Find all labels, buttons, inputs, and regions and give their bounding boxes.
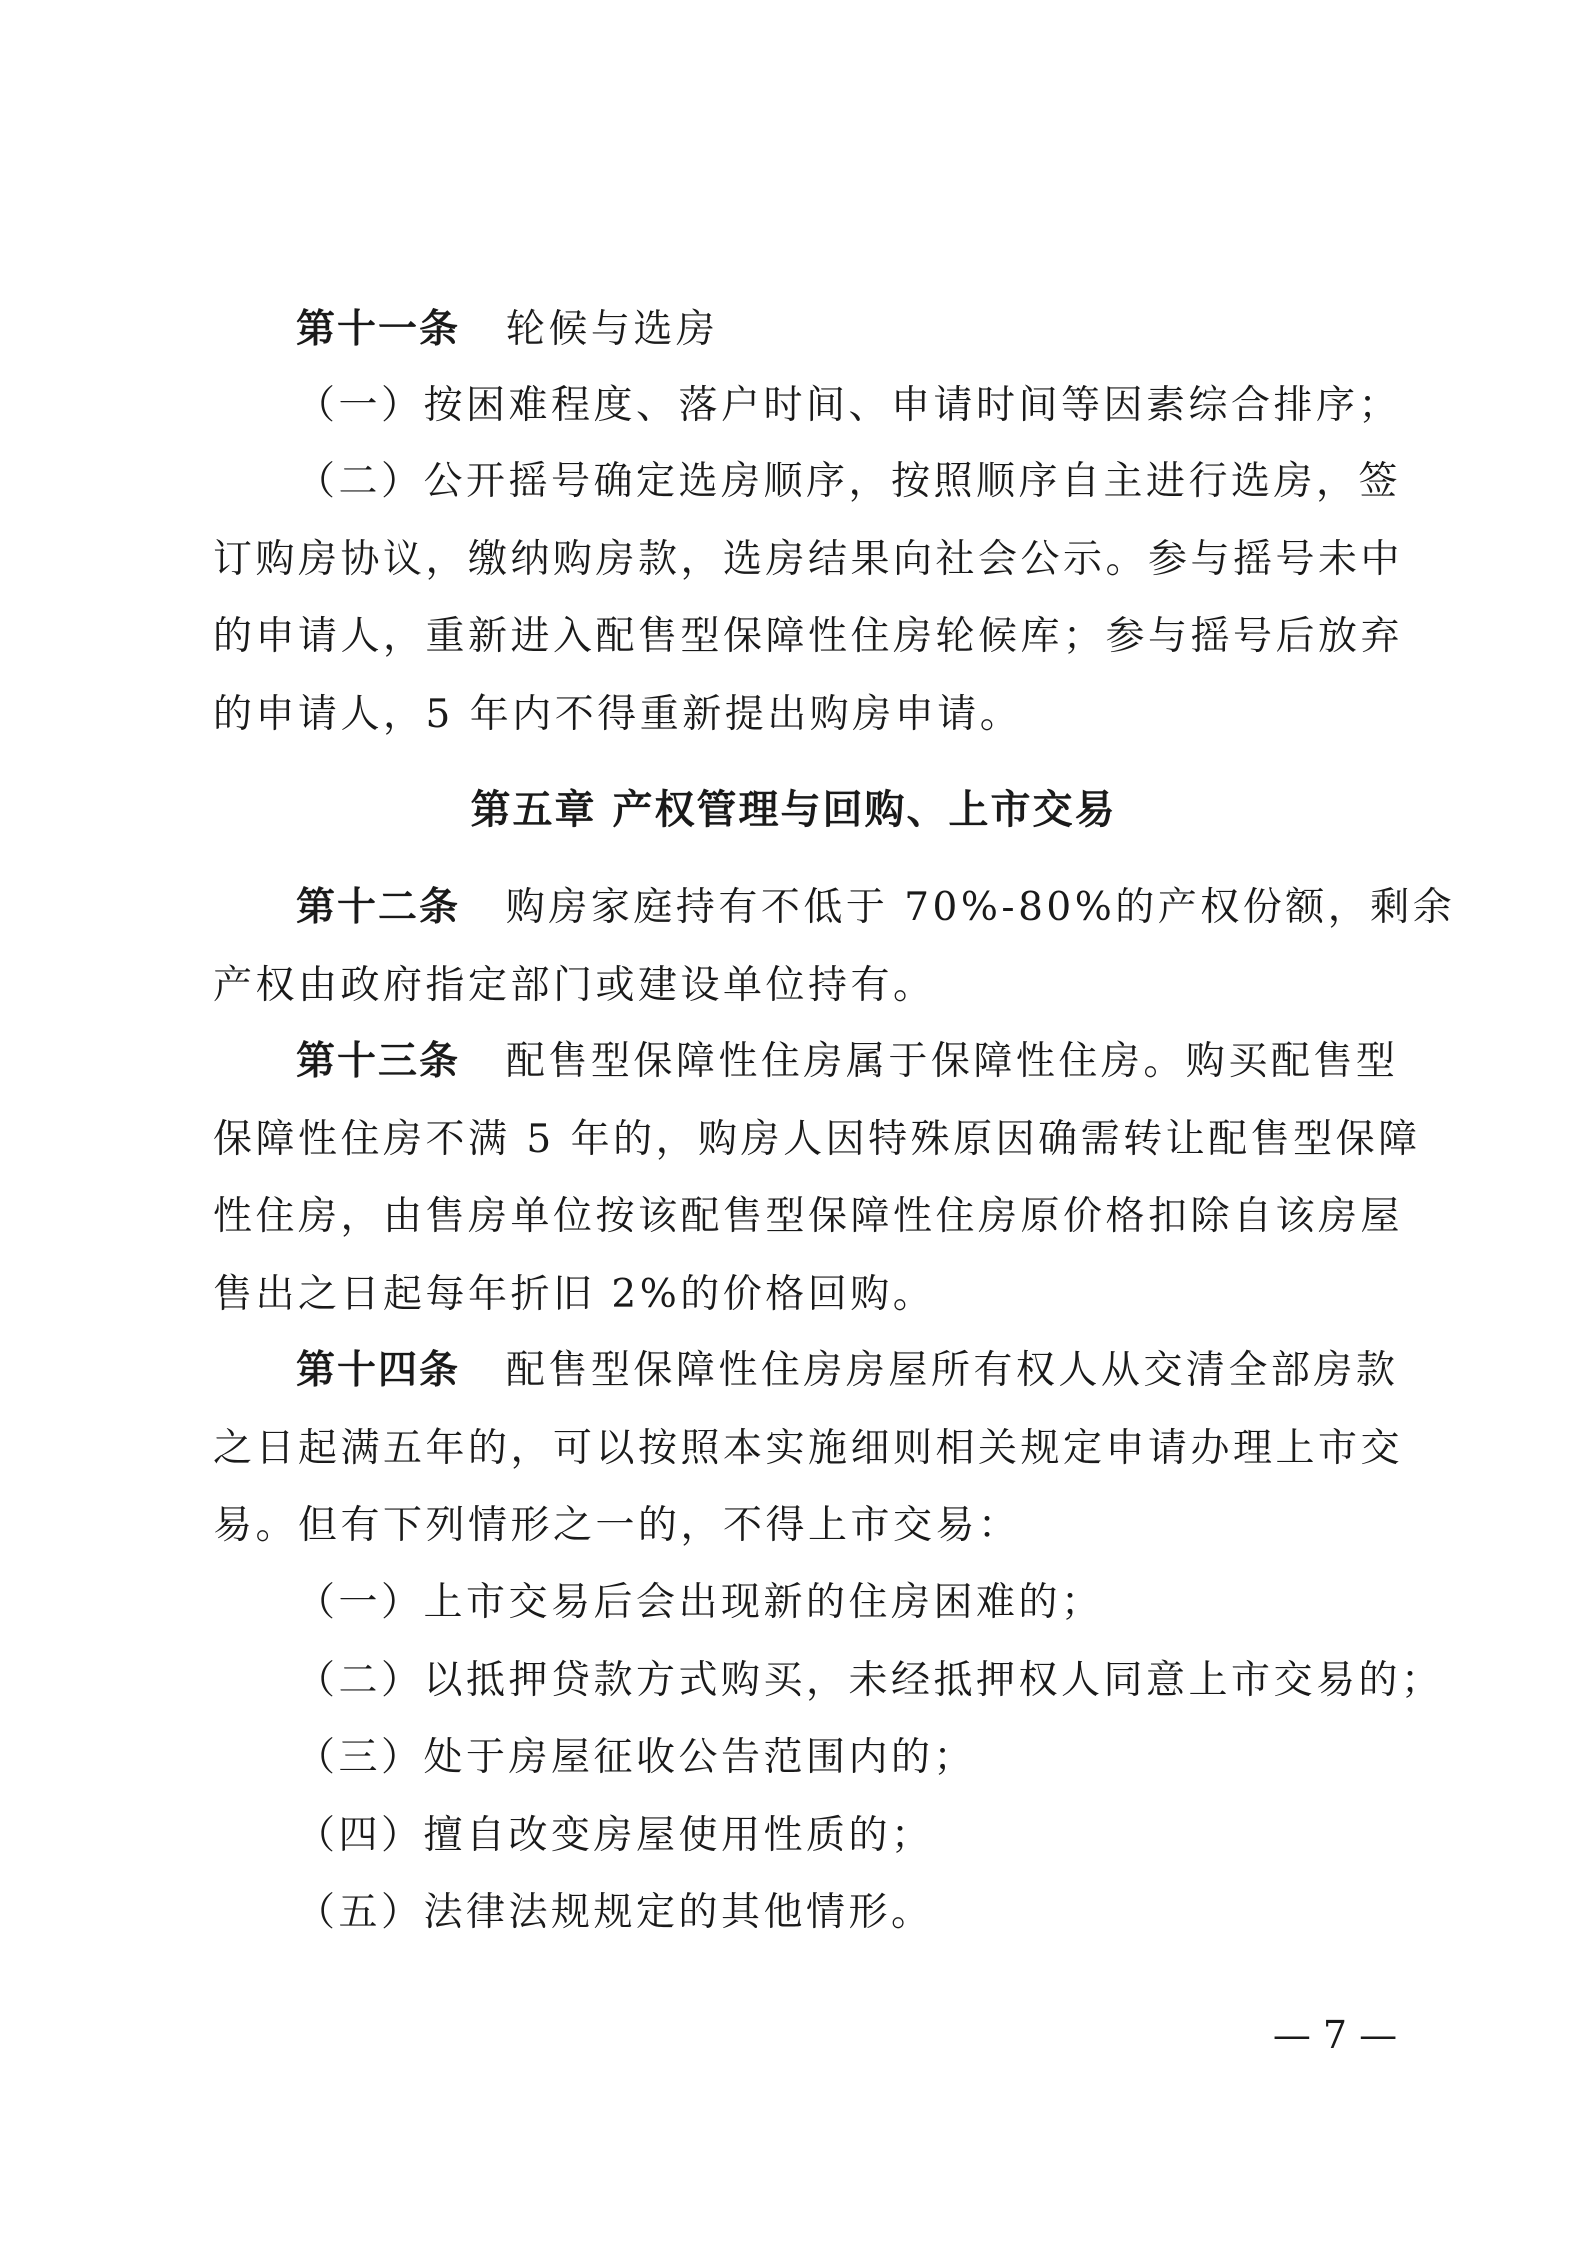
article-11-text: 轮候与选房 xyxy=(505,307,719,352)
article-13-line-4: 售出之日起每年折旧 2%的价格回购。 xyxy=(213,1272,936,1317)
article-14-title: 第十四条 xyxy=(296,1348,461,1393)
article-14-item-5: （五）法律法规规定的其他情形。 xyxy=(296,1890,934,1935)
article-12-title: 第十二条 xyxy=(296,885,461,930)
article-14-item-1: （一）上市交易后会出现新的住房困难的； xyxy=(296,1580,1104,1625)
article-14-item-2: （二）以抵押贷款方式购买，未经抵押权人同意上市交易的； xyxy=(296,1658,1444,1703)
article-12-line-2: 产权由政府指定部门或建设单位持有。 xyxy=(213,963,936,1008)
article-11-item-2-line-2: 订购房协议，缴纳购房款，选房结果向社会公示。参与摇号未中 xyxy=(213,537,1404,582)
article-14-item-4: （四）擅自改变房屋使用性质的； xyxy=(296,1813,934,1858)
article-14-line-3: 易。但有下列情形之一的，不得上市交易： xyxy=(213,1503,1021,1548)
article-12-line-1 xyxy=(296,885,1456,930)
chapter-5-heading: 第五章 产权管理与回购、上市交易 xyxy=(470,787,1117,833)
article-14-line-1 xyxy=(296,1348,1399,1393)
article-14-text: 配售型保障性住房房屋所有权人从交清全部房款 xyxy=(505,1348,1399,1393)
article-13-line-3: 性住房，由售房单位按该配售型保障性住房原价格扣除自该房屋 xyxy=(213,1194,1404,1239)
article-11-heading xyxy=(296,307,1396,352)
article-11-item-1: （一）按困难程度、落户时间、申请时间等因素综合排序； xyxy=(296,383,1402,428)
article-11-item-2-line-4: 的申请人，5 年内不得重新提出购房申请。 xyxy=(213,692,1023,737)
article-11-item-2-line-3: 的申请人，重新进入配售型保障性住房轮候库；参与摇号后放弃 xyxy=(213,614,1404,659)
article-13-text: 配售型保障性住房属于保障性住房。购买配售型 xyxy=(505,1039,1399,1084)
article-13-line-2: 保障性住房不满 5 年的，购房人因特殊原因确需转让配售型保障 xyxy=(213,1117,1421,1162)
article-11-item-2-line-1: （二）公开摇号确定选房顺序，按照顺序自主进行选房，签 xyxy=(296,459,1402,504)
article-14-line-2: 之日起满五年的，可以按照本实施细则相关规定申请办理上市交 xyxy=(213,1426,1404,1471)
article-13-title: 第十三条 xyxy=(296,1039,461,1084)
page-number: — 7 — xyxy=(1272,2013,1398,2057)
article-11-title: 第十一条 xyxy=(296,307,461,352)
article-12-text: 购房家庭持有不低于 70%-80%的产权份额，剩余 xyxy=(505,885,1456,930)
article-14-item-3: （三）处于房屋征收公告范围内的； xyxy=(296,1735,977,1780)
article-13-line-1 xyxy=(296,1039,1399,1084)
